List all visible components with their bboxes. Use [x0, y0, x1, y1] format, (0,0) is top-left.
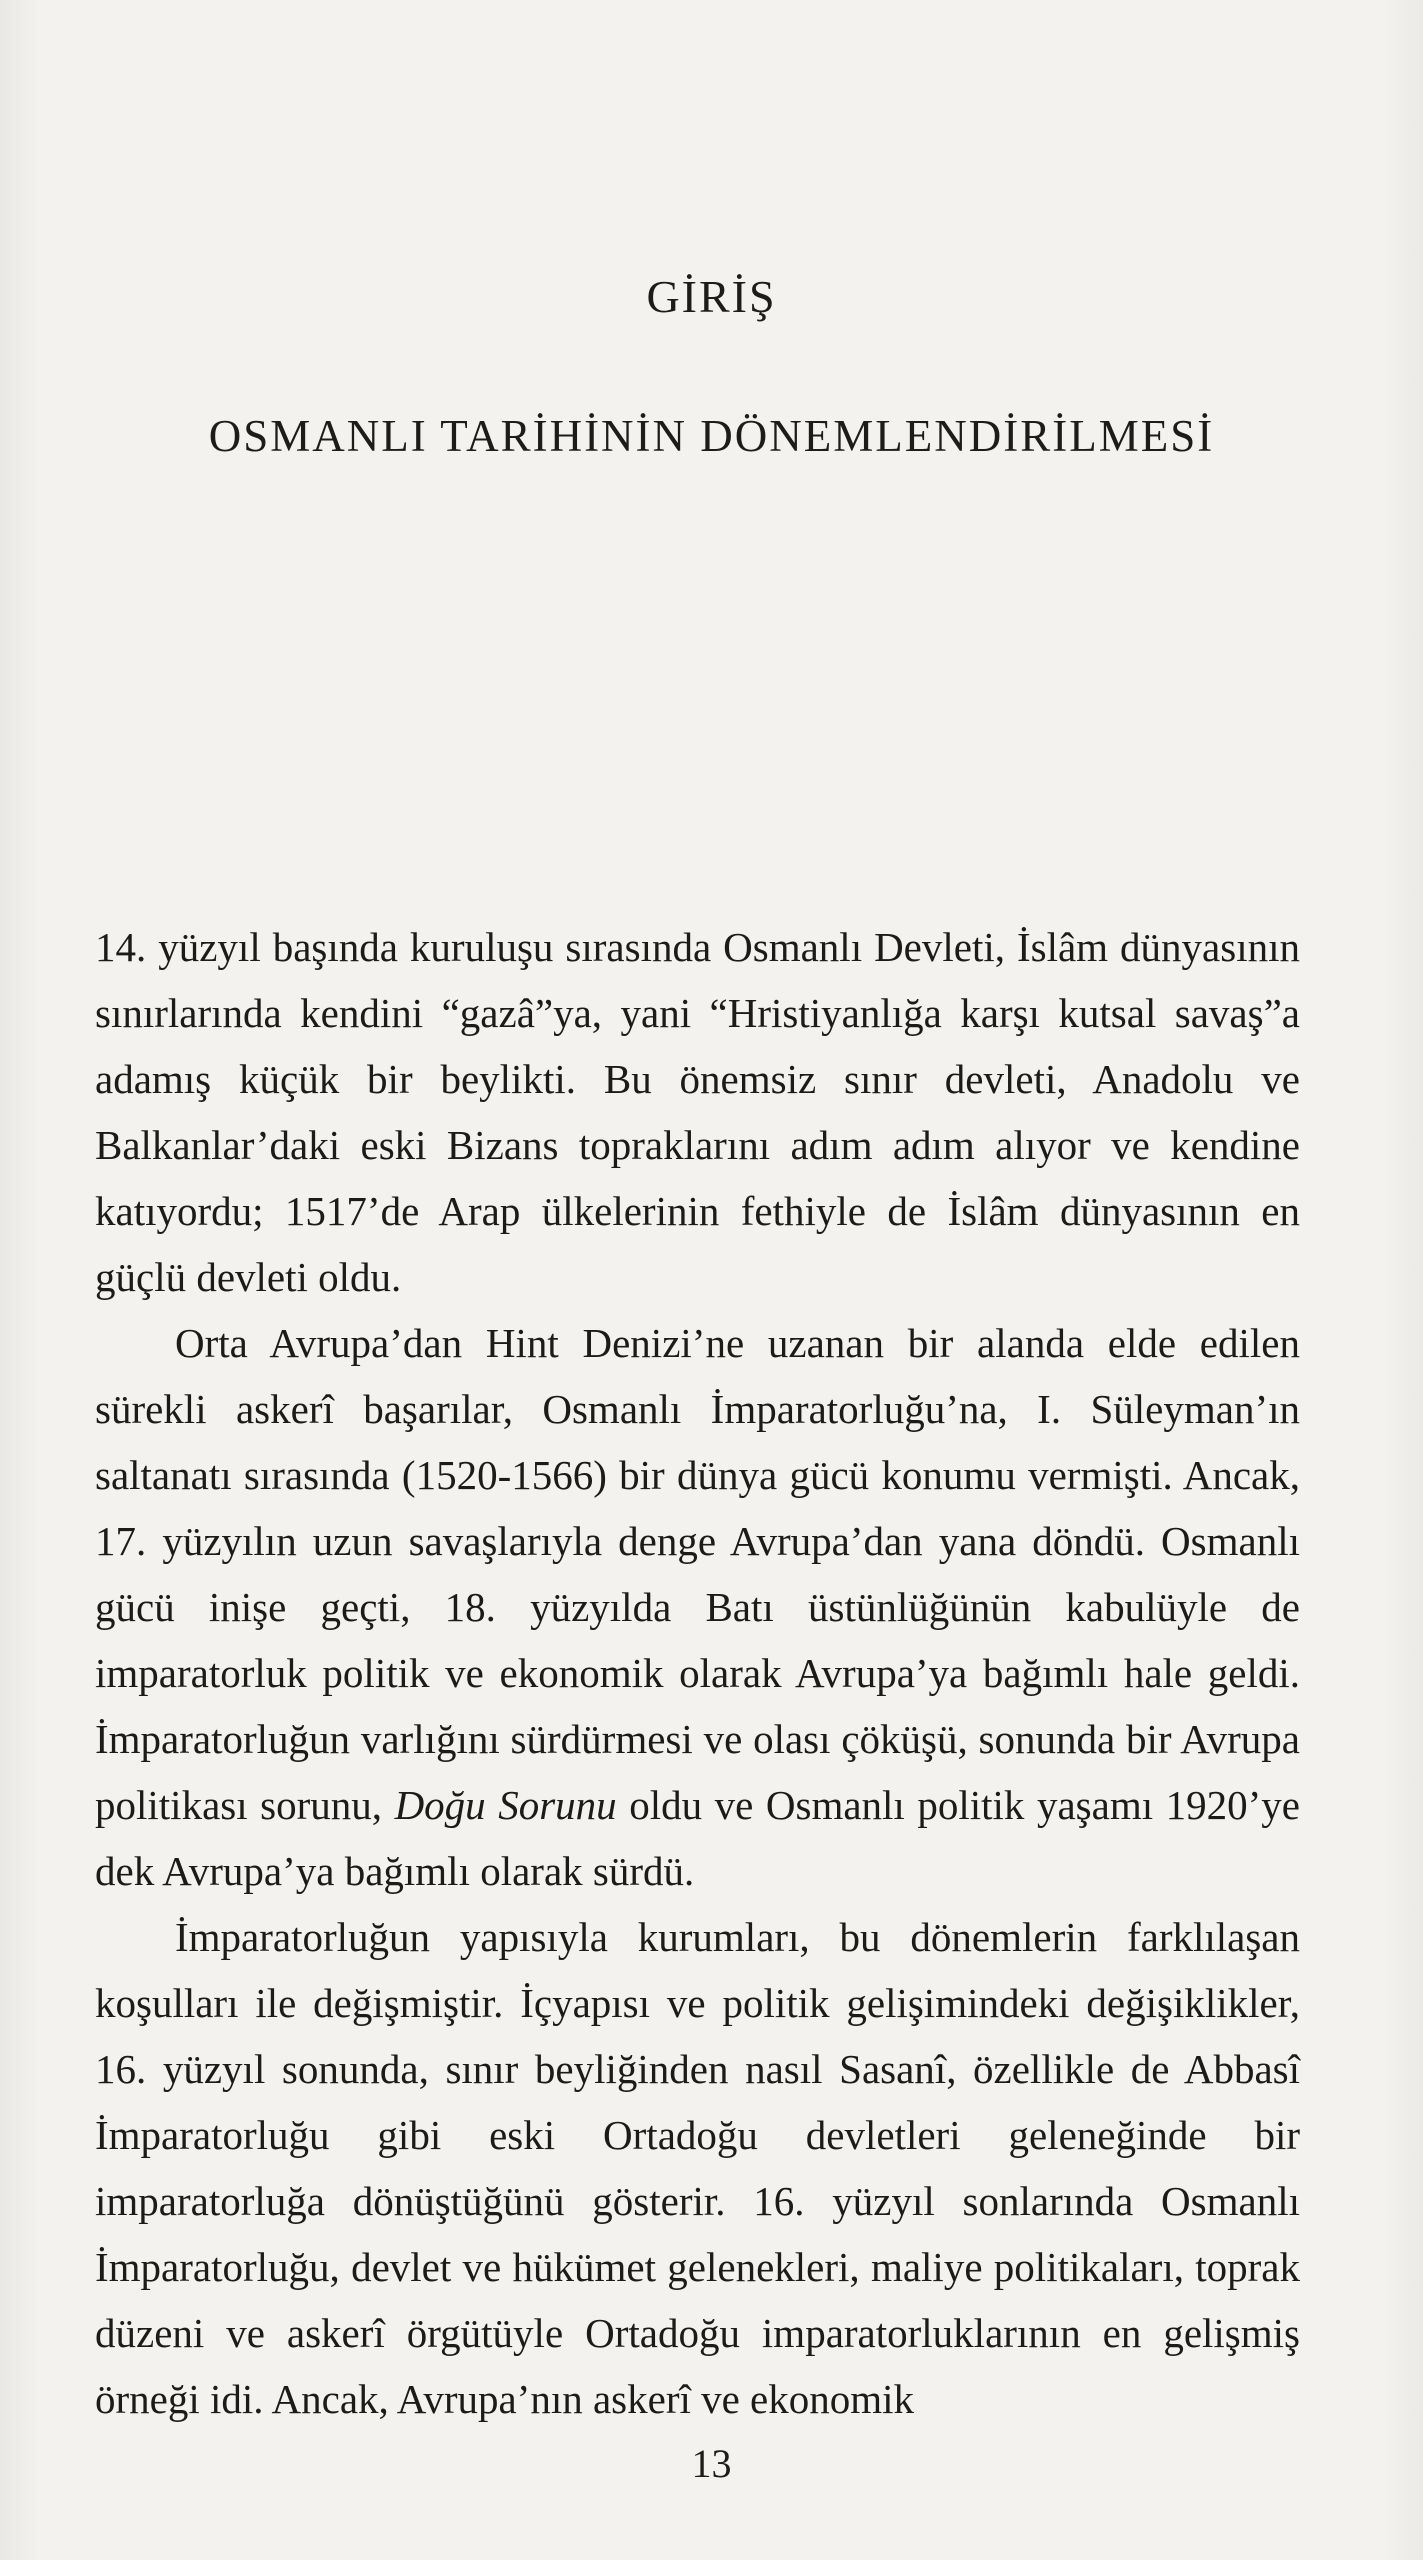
- paragraph-2-emphasis: Doğu Sorunu: [394, 1782, 617, 1828]
- paragraph-1: 14. yüzyıl başında kuruluşu sırasında Osmanlı Devleti, İslâm dünyasının sınırlarında kendini “gazâ”ya, yani “Hristiyanlığa karşı kutsal savaş”a adamış küçük bir beylikti. Bu önemsiz sınır devleti, Anadolu ve Balkanlar’daki eski Bizans topraklarını adım adım alıyor ve kendine katıyordu; 1517’de Arap ülkelerinin fethiyle de İslâm dünyasının en güçlü devleti oldu.: [95, 924, 1300, 1300]
- body-text: [95, 914, 1300, 2432]
- chapter-title: OSMANLI TARİHİNİN DÖNEMLENDİRİLMESİ: [208, 411, 1215, 461]
- section-label: GİRİŞ: [646, 271, 777, 322]
- paragraph-2: [95, 1310, 1300, 1904]
- page-number: 13: [691, 2441, 732, 2486]
- paragraph-2-text-after: oldu ve Osmanlı politik yaşamı 1920’ye dek Avrupa’ya bağımlı olarak sürdü.: [95, 1782, 1300, 1894]
- paragraph-3: İmparatorluğun yapısıyla kurumları, bu dönemlerin farklılaşan koşulları ile değişmiştir. İçyapısı ve politik gelişimindeki değişiklikler, 16. yüzyıl sonunda, sınır beyliğinden nasıl Sasanî, özellikle de Abbasî İmparatorluğu gibi eski Ortadoğu devletleri geleneğinde bir imparatorluğa dönüştüğünü gösterir. 16. yüzyıl sonlarında Osmanlı İmparatorluğu, devlet ve hükümet gelenekleri, maliye politikaları, toprak düzeni ve askerî örgütüyle Ortadoğu imparatorluklarının en gelişmiş örneği idi. Ancak, Avrupa’nın askerî ve ekonomik: [95, 1914, 1300, 2422]
- paragraph-2-text-before: Orta Avrupa’dan Hint Denizi’ne uzanan bir alanda elde edilen sürekli askerî başarılar, Osmanlı İmparatorluğu’na, I. Süleyman’ın saltanatı sırasında (1520-1566) bir dünya gücü konumu vermişti. Ancak, 17. yüzyılın uzun savaşlarıyla denge Avrupa’dan yana döndü. Osmanlı gücü inişe geçti, 18. yüzyılda Batı üstünlüğünün kabulüyle de imparatorluk politik ve ekonomik olarak Avrupa’ya bağımlı hale geldi. İmparatorluğun varlığını sürdürmesi ve olası çöküşü, sonunda bir Avrupa politikası sorunu,: [95, 1320, 1300, 1828]
